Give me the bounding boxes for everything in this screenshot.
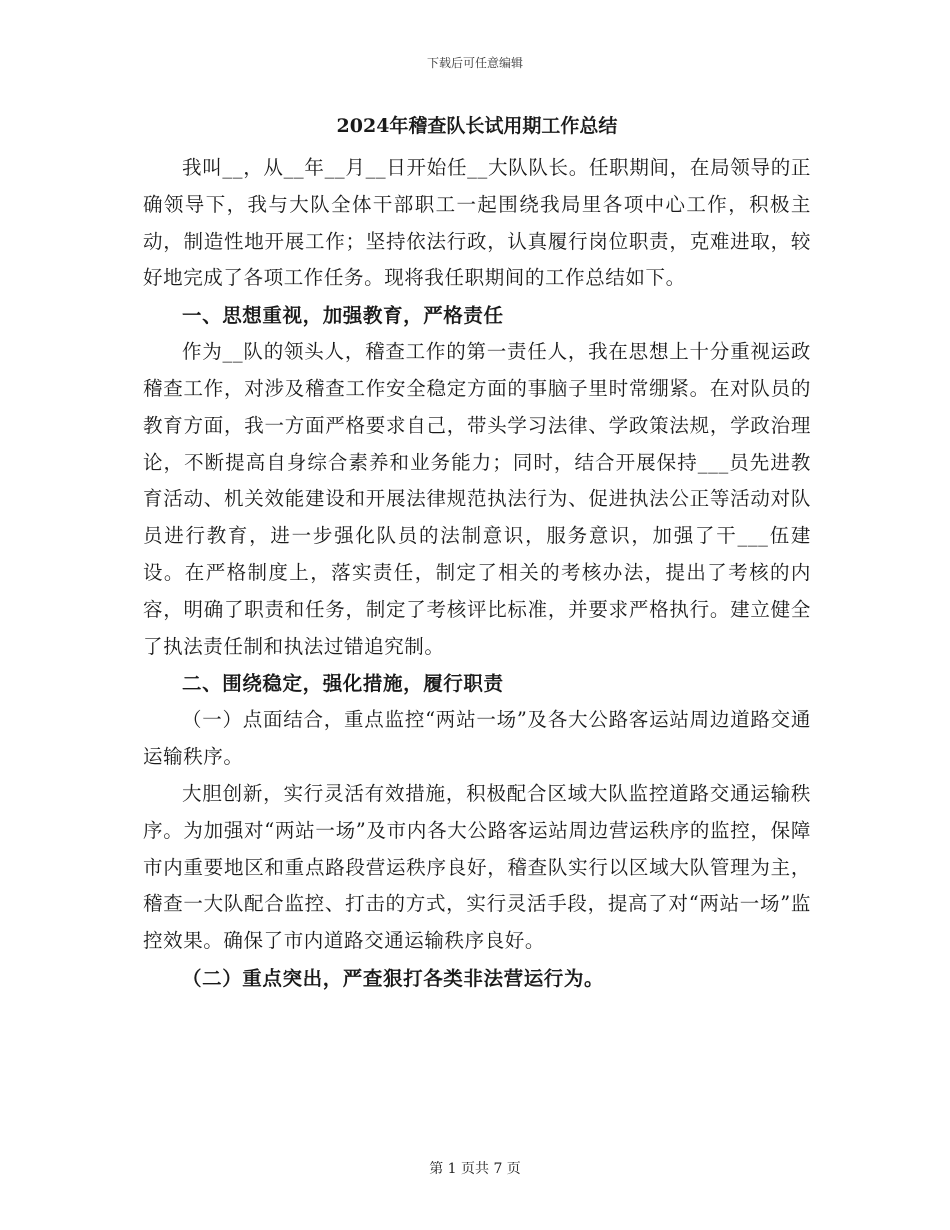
section-heading-1: 一、思想重视，加强教育，严格责任 [182,304,504,328]
page-number: 第 1 页共 7 页 [429,1161,521,1177]
subsection-heading-2: （二）重点突出，严查狠打各类非法营运行为。 [182,966,605,990]
subsection-1-paragraph: 大胆创新，实行灵活有效措施，积极配合区域大队监控道路交通运输秩序。为加强对“两站一场”及市内各大公路客运站周边营运秩序的监控，保障市内重要地区和重点路段营运秩序良好，稽查队实行以区域大队管理为主，稽查一大队配合监控、打击的方式，实行灵活手段，提高了对“两站一场”监控效果。确保了市内道路交通运输秩序良好。 [143,781,811,953]
intro-paragraph: 我叫__，从__年__月__日开始任__大队队长。任职期间，在局领导的正确领导下，我与大队全体干部职工一起围绕我局里各项中心工作，积极主动，制造性地开展工作；坚持依法行政，认真履行岗位职责，克难进取，较好地完成了各项工作任务。现将我任职期间的工作总结如下。 [143,156,811,290]
document-body [143,110,811,997]
document-title: 2024年稽查队长试用期工作总结 [336,115,618,137]
section-1-paragraph: 作为__队的领头人，稽查工作的第一责任人，我在思想上十分重视运政稽查工作，对涉及稽查工作安全稳定方面的事脑子里时常绷紧。在对队员的教育方面，我一方面严格要求自己，带头学习法律、学政策法规，学政治理论，不断提高自身综合素养和业务能力；同时，结合开展保持___员先进教育活动、机关效能建设和开展法律规范执法行为、促进执法公正等活动对队员进行教育，进一步强化队员的法制意识，服务意识，加强了干___伍建设。在严格制度上，落实责任，制定了相关的考核办法，提出了考核的内容，明确了职责和任务，制定了考核评比标准，并要求严格执行。建立健全了执法责任制和执法过错追究制。 [143,340,811,658]
subsection-1-title: （一）点面结合，重点监控“两站一场”及各大公路客运站周边道路交通运输秩序。 [143,708,811,769]
page-header-note: 下载后可任意编辑 [426,56,523,70]
section-heading-2: 二、围绕稳定，强化措施，履行职责 [182,672,504,696]
